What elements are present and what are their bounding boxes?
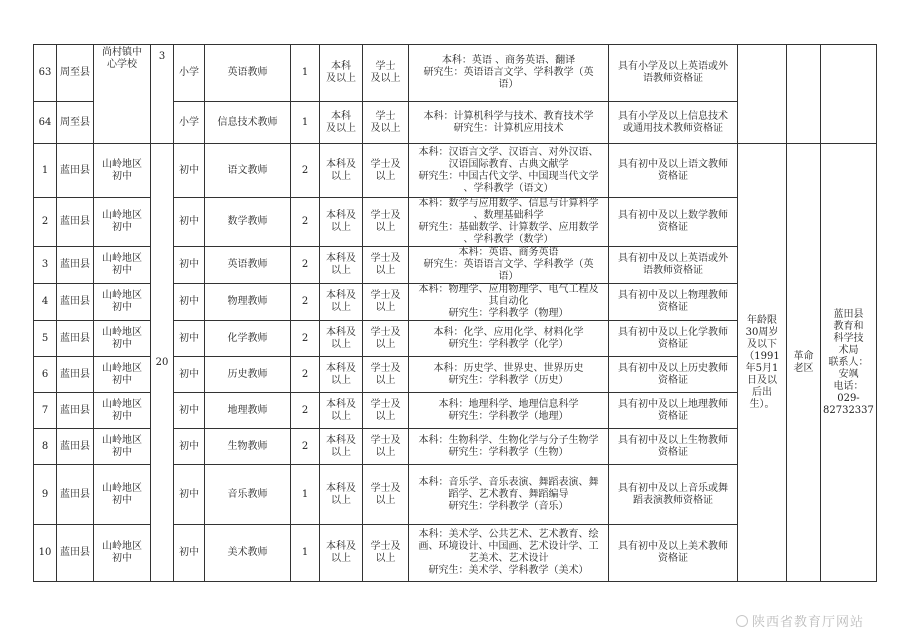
county-cell: 蓝田县: [57, 357, 94, 393]
table-row: [34, 144, 877, 198]
certificate-cell: 具有初中及以上美术教师 资格证: [609, 525, 738, 582]
county-cell: 蓝田县: [57, 144, 94, 198]
count-cell: 1: [291, 45, 320, 102]
post-cell: 英语教师: [205, 45, 291, 102]
school-cell: 山岭地区 初中: [94, 247, 151, 284]
school-cell: 山岭地区 初中: [94, 284, 151, 321]
certificate-cell: 具有初中及以上音乐或舞 蹈表演教师资格证: [609, 465, 738, 525]
major-cell: 本科：物理学、应用物理学、电气工程及 其自动化 研究生：学科教学（物理）: [409, 284, 609, 321]
count-cell: 1: [291, 465, 320, 525]
level-cell: 小学: [174, 102, 205, 144]
school-cell: 山岭地区 初中: [94, 525, 151, 582]
school-cell: 山岭地区 初中: [94, 429, 151, 465]
post-cell: 数学教师: [205, 198, 291, 247]
level-cell: 初中: [174, 198, 205, 247]
certificate-cell: 具有初中及以上历史教师 资格证: [609, 357, 738, 393]
count-cell: 1: [291, 525, 320, 582]
major-cell: 本科：化学、应用化学、材料化学 研究生：学科教学（化学）: [409, 321, 609, 357]
row-number: 4: [34, 284, 57, 321]
count-cell: 2: [291, 321, 320, 357]
row-number: 9: [34, 465, 57, 525]
education-cell: 本科及 以上: [320, 198, 363, 247]
count-cell: 2: [291, 357, 320, 393]
education-cell: 本科及 以上: [320, 429, 363, 465]
education-cell: 本科 及以上: [320, 45, 363, 102]
county-cell: 蓝田县: [57, 321, 94, 357]
county-cell: 周至县: [57, 45, 94, 102]
education-cell: 本科及 以上: [320, 357, 363, 393]
major-cell: 本科：历史学、世界史、世界历史 研究生：学科教学（历史）: [409, 357, 609, 393]
education-cell: 本科及 以上: [320, 247, 363, 284]
row-number: 2: [34, 198, 57, 247]
certificate-cell: 具有初中及以上化学教师 资格证: [609, 321, 738, 357]
degree-cell: 学士及 以上: [363, 321, 409, 357]
contact-cell: 蓝田县 教育和 科学技 术局 联系人： 安飒 电话： 029- 82732337: [821, 144, 877, 582]
certificate-cell: 具有初中及以上语文教师 资格证: [609, 144, 738, 198]
level-cell: 初中: [174, 247, 205, 284]
row-number: 8: [34, 429, 57, 465]
count-cell: 1: [291, 102, 320, 144]
main-rows: [34, 144, 877, 582]
certificate-cell: 具有小学及以上信息技术 或通用技术教师资格证: [609, 102, 738, 144]
county-cell: 蓝田县: [57, 198, 94, 247]
degree-cell: 学士及 以上: [363, 247, 409, 284]
level-cell: 初中: [174, 321, 205, 357]
count-cell: 2: [291, 393, 320, 429]
watermark-logo-icon: [736, 615, 748, 627]
major-cell: 本科：地理科学、地理信息科学 研究生：学科教学（地理）: [409, 393, 609, 429]
degree-cell: 学士及 以上: [363, 429, 409, 465]
certificate-cell: 具有小学及以上英语或外 语教师资格证: [609, 45, 738, 102]
degree-cell: 学士及 以上: [363, 525, 409, 582]
age-cell-top: [738, 45, 787, 144]
post-cell: 语文教师: [205, 144, 291, 198]
major-cell: 本科：英语 、商务英语、翻译 研究生：英语语言文学、学科教学（英 语）: [409, 45, 609, 102]
degree-cell: 学士 及以上: [363, 102, 409, 144]
major-cell: 本科：美术学、公共艺术、艺术教育、绘 画、环境设计、中国画、艺术设计学、工 艺美术、艺术设计 研究生：美术学、学科教学（美术）: [409, 525, 609, 582]
district-total-cell: 20: [151, 144, 174, 582]
county-cell: 蓝田县: [57, 525, 94, 582]
county-cell: 周至县: [57, 102, 94, 144]
degree-cell: 学士及 以上: [363, 393, 409, 429]
post-cell: 物理教师: [205, 284, 291, 321]
major-cell: 本科：数学与应用数学、信息与计算科学 、数理基础科学 研究生：基础数学、计算数学、应用数学 、学科教学（数学）: [409, 198, 609, 247]
level-cell: 初中: [174, 525, 205, 582]
level-cell: 小学: [174, 45, 205, 102]
school-cell: 山岭地区 初中: [94, 357, 151, 393]
degree-cell: 学士及 以上: [363, 465, 409, 525]
post-cell: 历史教师: [205, 357, 291, 393]
county-cell: 蓝田县: [57, 247, 94, 284]
level-cell: 初中: [174, 284, 205, 321]
post-cell: 信息技术教师: [205, 102, 291, 144]
row-number: 64: [34, 102, 57, 144]
major-cell: 本科：英语、商务英语 研究生：英语语言文学、学科教学（英 语）: [409, 247, 609, 284]
level-cell: 初中: [174, 429, 205, 465]
count-cell: 2: [291, 429, 320, 465]
school-cell: 山岭地区 初中: [94, 393, 151, 429]
watermark-text: 陕西省教育厅网站: [751, 615, 864, 630]
education-cell: 本科及 以上: [320, 393, 363, 429]
area-cell: 革命 老区: [787, 144, 821, 582]
degree-cell: 学士及 以上: [363, 284, 409, 321]
degree-cell: 学士及 以上: [363, 357, 409, 393]
certificate-cell: 具有初中及以上物理教师 资格证: [609, 284, 738, 321]
row-number: 63: [34, 45, 57, 102]
school-cell: 尚村镇中 心学校: [94, 45, 151, 144]
school-cell: 山岭地区 初中: [94, 198, 151, 247]
certificate-cell: 具有初中及以上地理教师 资格证: [609, 393, 738, 429]
post-cell: 音乐教师: [205, 465, 291, 525]
row-number: 3: [34, 247, 57, 284]
count-cell: 2: [291, 284, 320, 321]
school-total-cell: 3: [151, 45, 174, 144]
count-cell: 2: [291, 144, 320, 198]
count-cell: 2: [291, 198, 320, 247]
certificate-cell: 具有初中及以上数学教师 资格证: [609, 198, 738, 247]
major-cell: 本科：汉语言文学、汉语言、对外汉语、 汉语国际教育、古典文献学 研究生：中国古代文学、中国现当代文学 、学科教学（语文）: [409, 144, 609, 198]
certificate-cell: 具有初中及以上英语或外 语教师资格证: [609, 247, 738, 284]
contact-cell-top: [821, 45, 877, 144]
level-cell: 初中: [174, 393, 205, 429]
education-cell: 本科及 以上: [320, 525, 363, 582]
school-cell: 山岭地区 初中: [94, 321, 151, 357]
post-cell: 英语教师: [205, 247, 291, 284]
row-number: 5: [34, 321, 57, 357]
post-cell: 化学教师: [205, 321, 291, 357]
post-cell: 生物教师: [205, 429, 291, 465]
area-cell-top: [787, 45, 821, 144]
major-cell: 本科：计算机科学与技术、教育技术学 研究生：计算机应用技术: [409, 102, 609, 144]
degree-cell: 学士 及以上: [363, 45, 409, 102]
degree-cell: 学士及 以上: [363, 144, 409, 198]
watermark: [736, 611, 864, 630]
county-cell: 蓝田县: [57, 429, 94, 465]
age-limit-cell: 年龄限 30周岁 及以下 （1991 年5月1 日及以 后出 生）。: [738, 144, 787, 582]
education-cell: 本科及 以上: [320, 144, 363, 198]
school-cell: 山岭地区 初中: [94, 465, 151, 525]
education-cell: 本科及 以上: [320, 321, 363, 357]
degree-cell: 学士及 以上: [363, 198, 409, 247]
school-cell: 山岭地区 初中: [94, 144, 151, 198]
table-row: [34, 45, 877, 102]
row-number: 7: [34, 393, 57, 429]
post-cell: 地理教师: [205, 393, 291, 429]
row-number: 1: [34, 144, 57, 198]
level-cell: 初中: [174, 144, 205, 198]
education-cell: 本科 及以上: [320, 102, 363, 144]
county-cell: 蓝田县: [57, 393, 94, 429]
level-cell: 初中: [174, 465, 205, 525]
level-cell: 初中: [174, 357, 205, 393]
county-cell: 蓝田县: [57, 284, 94, 321]
post-cell: 美术教师: [205, 525, 291, 582]
row-number: 10: [34, 525, 57, 582]
row-number: 6: [34, 357, 57, 393]
education-cell: 本科及 以上: [320, 284, 363, 321]
recruitment-table: [33, 44, 877, 582]
education-cell: 本科及 以上: [320, 465, 363, 525]
major-cell: 本科：生物科学、生物化学与分子生物学 研究生：学科教学（生物）: [409, 429, 609, 465]
county-cell: 蓝田县: [57, 465, 94, 525]
major-cell: 本科：音乐学、音乐表演、舞蹈表演、舞 蹈学、艺术教育、舞蹈编导 研究生：学科教学（音乐）: [409, 465, 609, 525]
count-cell: 2: [291, 247, 320, 284]
certificate-cell: 具有初中及以上生物教师 资格证: [609, 429, 738, 465]
